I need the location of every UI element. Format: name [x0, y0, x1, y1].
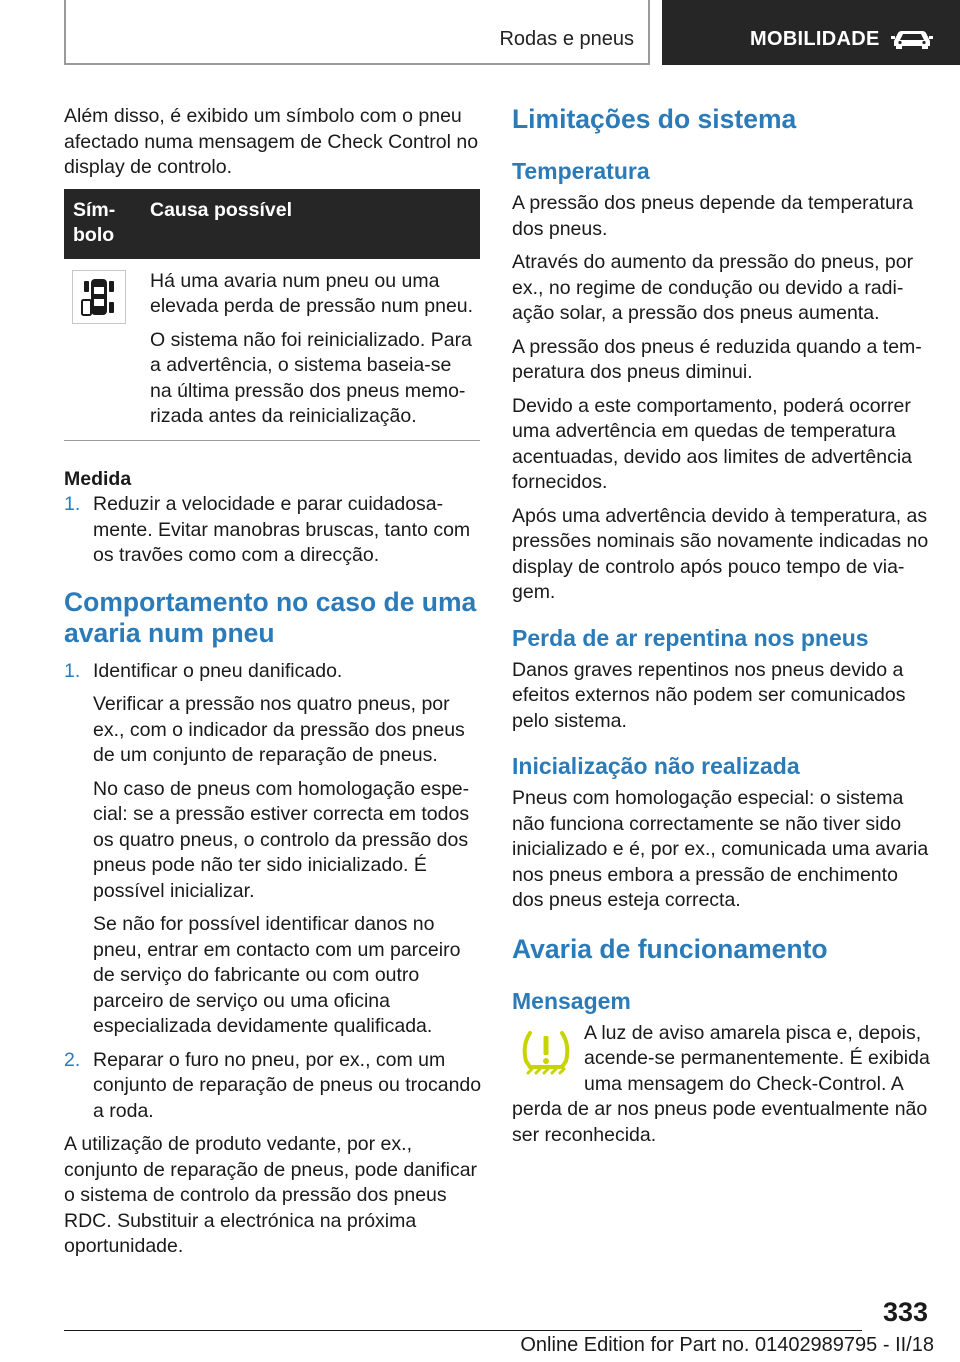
- list-text: Verificar a pressão nos quatro pneus, por ex., com o indicador da pressão dos pneus de um conjunto de reparação de pneus.: [93, 693, 465, 766]
- list-item: [64, 492, 482, 569]
- closing-paragraph: A utilização de produto vedante, por ex., conjunto de reparação de pneus, pode danificar o sistema de controlo da pressão dos pneus RDC. Substituir a electrónica na próxima oportunidade.: [64, 1133, 478, 1257]
- chapter-tab: [662, 0, 960, 65]
- footer-edition: Online Edition for Part no. 01402989795 - II/18: [520, 1334, 934, 1356]
- heading-malfunction: Avaria de funcionamento: [512, 933, 828, 964]
- list-text: Reparar o furo no pneu, por ex., com um conjunto de reparação de pneus ou trocando a roda.: [93, 1048, 482, 1122]
- temperature-paragraph: Devido a este comportamento, poderá ocorrer uma advertência em quedas de temperatura acentuadas, devido aos limites de advertência fornecidos.: [512, 394, 912, 493]
- temperature-paragraph: A pressão dos pneus é reduzida quando a temperatura dos pneus diminui.: [512, 335, 922, 383]
- cause-paragraph-1: Há uma avaria num pneu ou uma elevada perda de pressão num pneu.: [150, 269, 474, 317]
- list-number: 2.: [64, 1048, 81, 1071]
- header-section-box: [64, 0, 650, 65]
- measure-list: [64, 492, 482, 569]
- list-number: 1.: [64, 493, 81, 515]
- behavior-list: [64, 659, 482, 1125]
- cause-paragraph-2: O sistema não foi reinicializado. Para a advertência, o sistema baseia-se na última pressão dos pneus memorizada antes da reinicialização.: [150, 328, 472, 427]
- car-icon: [890, 27, 934, 49]
- message-paragraph: A luz de aviso amarela pisca e, depois, acende-se permanentemente. É exibida uma mensagem do Check-Control. A perda de ar nos pneus pode eventualmente não ser reconhecida.: [512, 1021, 930, 1146]
- heading-sudden-loss: Perda de ar repentina nos pneus: [512, 624, 869, 651]
- list-text: No caso de pneus com homologação especial: se a pressão estiver correcta em todos os quatro pneus, o controlo da pressão dos pneus pode não ter sido inicializado. É possível inicializar.: [93, 777, 470, 902]
- heading-initialization: Inicialização não realizada: [512, 753, 800, 779]
- section-title: Rodas e pneus: [499, 28, 634, 50]
- list-text: Se não for possível identificar danos no pneu, entrar em contacto com um parceiro de serviço do fabricante ou com outro parceiro de serviço ou uma oficina especializada devidamente qualificada.: [93, 913, 461, 1037]
- heading-temperature: Temperatura: [512, 158, 650, 184]
- heading-behavior: Comportamento no caso de uma avaria num pneu: [64, 586, 477, 648]
- message-block: [512, 1021, 930, 1149]
- initialization-paragraph: Pneus com homologação especial: o sistema não funciona correctamente se não tiver sido inicializado e é, por ex., comunicada uma avaria nos pneus embora a pressão de enchimento dos pneus esteja correcta.: [512, 787, 929, 911]
- list-number: 1.: [64, 659, 81, 682]
- tire-pressure-warning-icon: [518, 1027, 574, 1077]
- list-text: Identificar o pneu danificado.: [93, 659, 343, 682]
- list-text: Reduzir a velocidade e parar cuidadosamente. Evitar manobras bruscas, tanto com os travões como com a direcção.: [93, 493, 471, 566]
- page-number: 333: [882, 1297, 928, 1327]
- table-row: [64, 259, 480, 441]
- table-header-cause: Causa possível: [150, 198, 292, 221]
- table-header: [64, 189, 480, 259]
- heading-limits: Limitações do sistema: [512, 104, 797, 134]
- temperature-paragraph: Após uma advertência devido à temperatura, as pressões nominais são novamente indicadas no display de controlo após pouco tempo de viagem.: [512, 504, 929, 603]
- left-column: [64, 104, 482, 1268]
- tire-damage-icon: [72, 270, 126, 324]
- footer-divider: [64, 1330, 862, 1331]
- heading-message: Mensagem: [512, 987, 631, 1014]
- temperature-paragraph: Através do aumento da pressão do pneus, por ex., no regime de condução ou devido a radiação solar, a pressão dos pneus aumenta.: [512, 251, 914, 324]
- table-cell-symbol: [64, 269, 150, 430]
- temperature-paragraph: A pressão dos pneus depende da temperatura dos pneus.: [512, 192, 914, 240]
- sudden-loss-paragraph: Danos graves repentinos nos pneus devido a efeitos externos não podem ser comunicados pelo sistema.: [512, 658, 906, 732]
- intro-paragraph: Além disso, é exibido um símbolo com o pneu afectado numa mensagem de Check Control no display de controlo.: [64, 105, 479, 178]
- symbol-cause-table: [64, 189, 480, 441]
- measure-label: Medida: [64, 467, 132, 490]
- list-item: [64, 1048, 482, 1125]
- chapter-tab-label: MOBILIDADE: [750, 28, 880, 50]
- table-header-symbol: Sím- bolo: [73, 198, 116, 246]
- table-cell-cause: [150, 269, 480, 430]
- list-item: [64, 659, 482, 1040]
- right-column: [512, 104, 930, 1156]
